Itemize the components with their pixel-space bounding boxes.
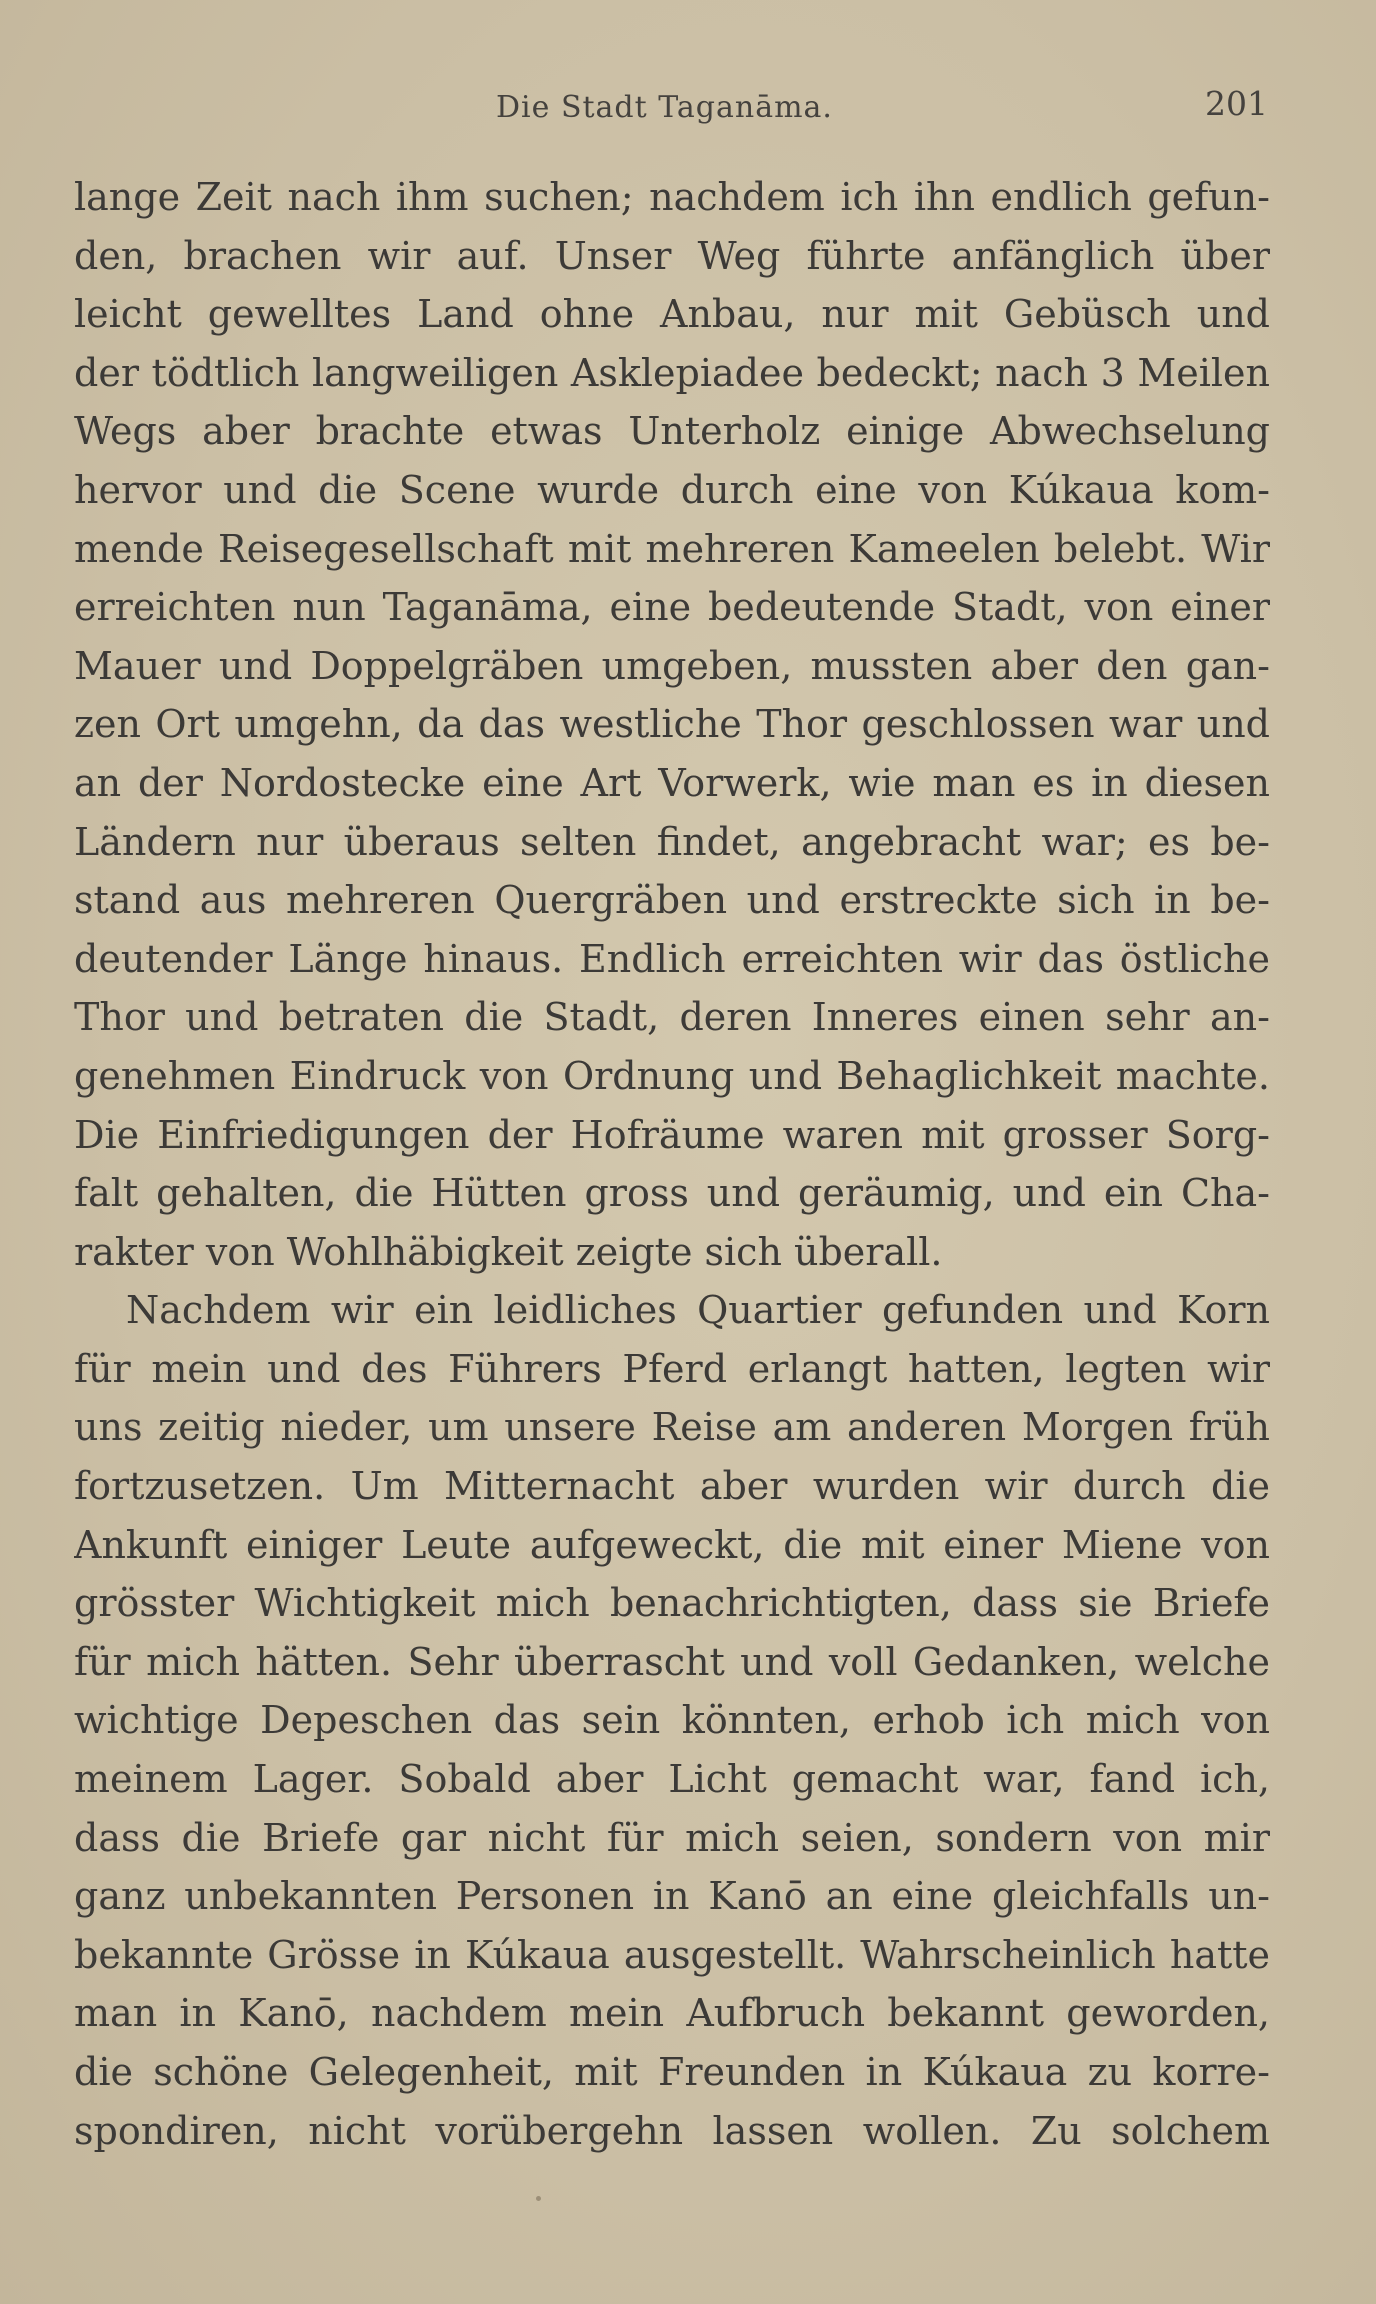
text-line: Thor und betraten die Stadt, deren Inneres einen sehr an-: [74, 995, 1270, 1040]
text-line: falt gehalten, die Hütten gross und geräumig, und ein Cha-: [74, 1171, 1270, 1216]
text-line: Ländern nur überaus selten findet, angebracht war; es be-: [74, 819, 1270, 864]
text-line: den, brachen wir auf. Unser Weg führte anfänglich über: [74, 233, 1270, 278]
text-line: für mich hätten. Sehr überrascht und voll Gedanken, welche: [74, 1639, 1270, 1684]
text-line: bekannte Grösse in Kúkaua ausgestellt. Wahrscheinlich hatte: [74, 1932, 1270, 1977]
text-line: Mauer und Doppelgräben umgeben, mussten aber den gan-: [74, 643, 1270, 688]
text-line: wichtige Depeschen das sein könnten, erhob ich mich von: [74, 1698, 1270, 1743]
paragraph-last-line: rakter von Wohlhäbigkeit zeigte sich überall.: [74, 1229, 943, 1274]
text-line: erreichten nun Taganāma, eine bedeutende Stadt, von einer: [74, 585, 1270, 630]
text-line: leicht gewelltes Land ohne Anbau, nur mit Gebüsch und: [74, 292, 1270, 337]
text-line: meinem Lager. Sobald aber Licht gemacht war, fand ich,: [74, 1757, 1270, 1802]
text-line: man in Kanō, nachdem mein Aufbruch bekannt geworden,: [74, 1991, 1270, 2036]
text-line: deutender Länge hinaus. Endlich erreichten wir das östliche: [74, 936, 1270, 981]
text-line: Ankunft einiger Leute aufgeweckt, die mit einer Miene von: [74, 1522, 1270, 1567]
text-line: zen Ort umgehn, da das westliche Thor geschlossen war und: [74, 702, 1270, 747]
body-text: [74, 168, 1270, 2160]
text-line: fortzusetzen. Um Mitternacht aber wurden wir durch die: [74, 1464, 1270, 1509]
running-title: Die Stadt Taganāma.: [496, 90, 833, 125]
text-line: die schöne Gelegenheit, mit Freunden in Kúkaua zu korre-: [74, 2050, 1270, 2094]
page-number: 201: [1205, 84, 1268, 123]
text-line: der tödtlich langweiligen Asklepiadee bedeckt; nach 3 Meilen: [74, 350, 1270, 395]
paragraph-first-line: Nachdem wir ein leidliches Quartier gefunden und Korn: [126, 1288, 1270, 1333]
text-line: Die Einfriedigungen der Hofräume waren mit grosser Sorg-: [74, 1112, 1270, 1157]
text-line: spondiren, nicht vorübergehn lassen wollen. Zu solchem: [74, 2108, 1270, 2153]
text-line: dass die Briefe gar nicht für mich seien, sondern von mir: [74, 1815, 1270, 1860]
running-head: [0, 84, 1376, 132]
text-line: an der Nordostecke eine Art Vorwerk, wie man es in diesen: [74, 760, 1270, 805]
text-line: lange Zeit nach ihm suchen; nachdem ich ihn endlich gefun-: [74, 175, 1270, 219]
paper-speck: [536, 2196, 541, 2201]
text-line: für mein und des Führers Pferd erlangt hatten, legten wir: [74, 1346, 1270, 1391]
text-line: Wegs aber brachte etwas Unterholz einige Abwechselung: [74, 409, 1270, 454]
text-line: genehmen Eindruck von Ordnung und Behaglichkeit machte.: [74, 1053, 1270, 1098]
text-line: mende Reisegesellschaft mit mehreren Kameelen belebt. Wir: [74, 526, 1270, 571]
text-line: ganz unbekannten Personen in Kanō an eine gleichfalls un-: [74, 1874, 1270, 1919]
text-line: uns zeitig nieder, um unsere Reise am anderen Morgen früh: [74, 1405, 1270, 1450]
text-line: hervor und die Scene wurde durch eine von Kúkaua kom-: [74, 467, 1270, 512]
text-line: grösster Wichtigkeit mich benachrichtigten, dass sie Briefe: [74, 1581, 1270, 1626]
text-line: stand aus mehreren Quergräben und erstreckte sich in be-: [74, 878, 1270, 923]
